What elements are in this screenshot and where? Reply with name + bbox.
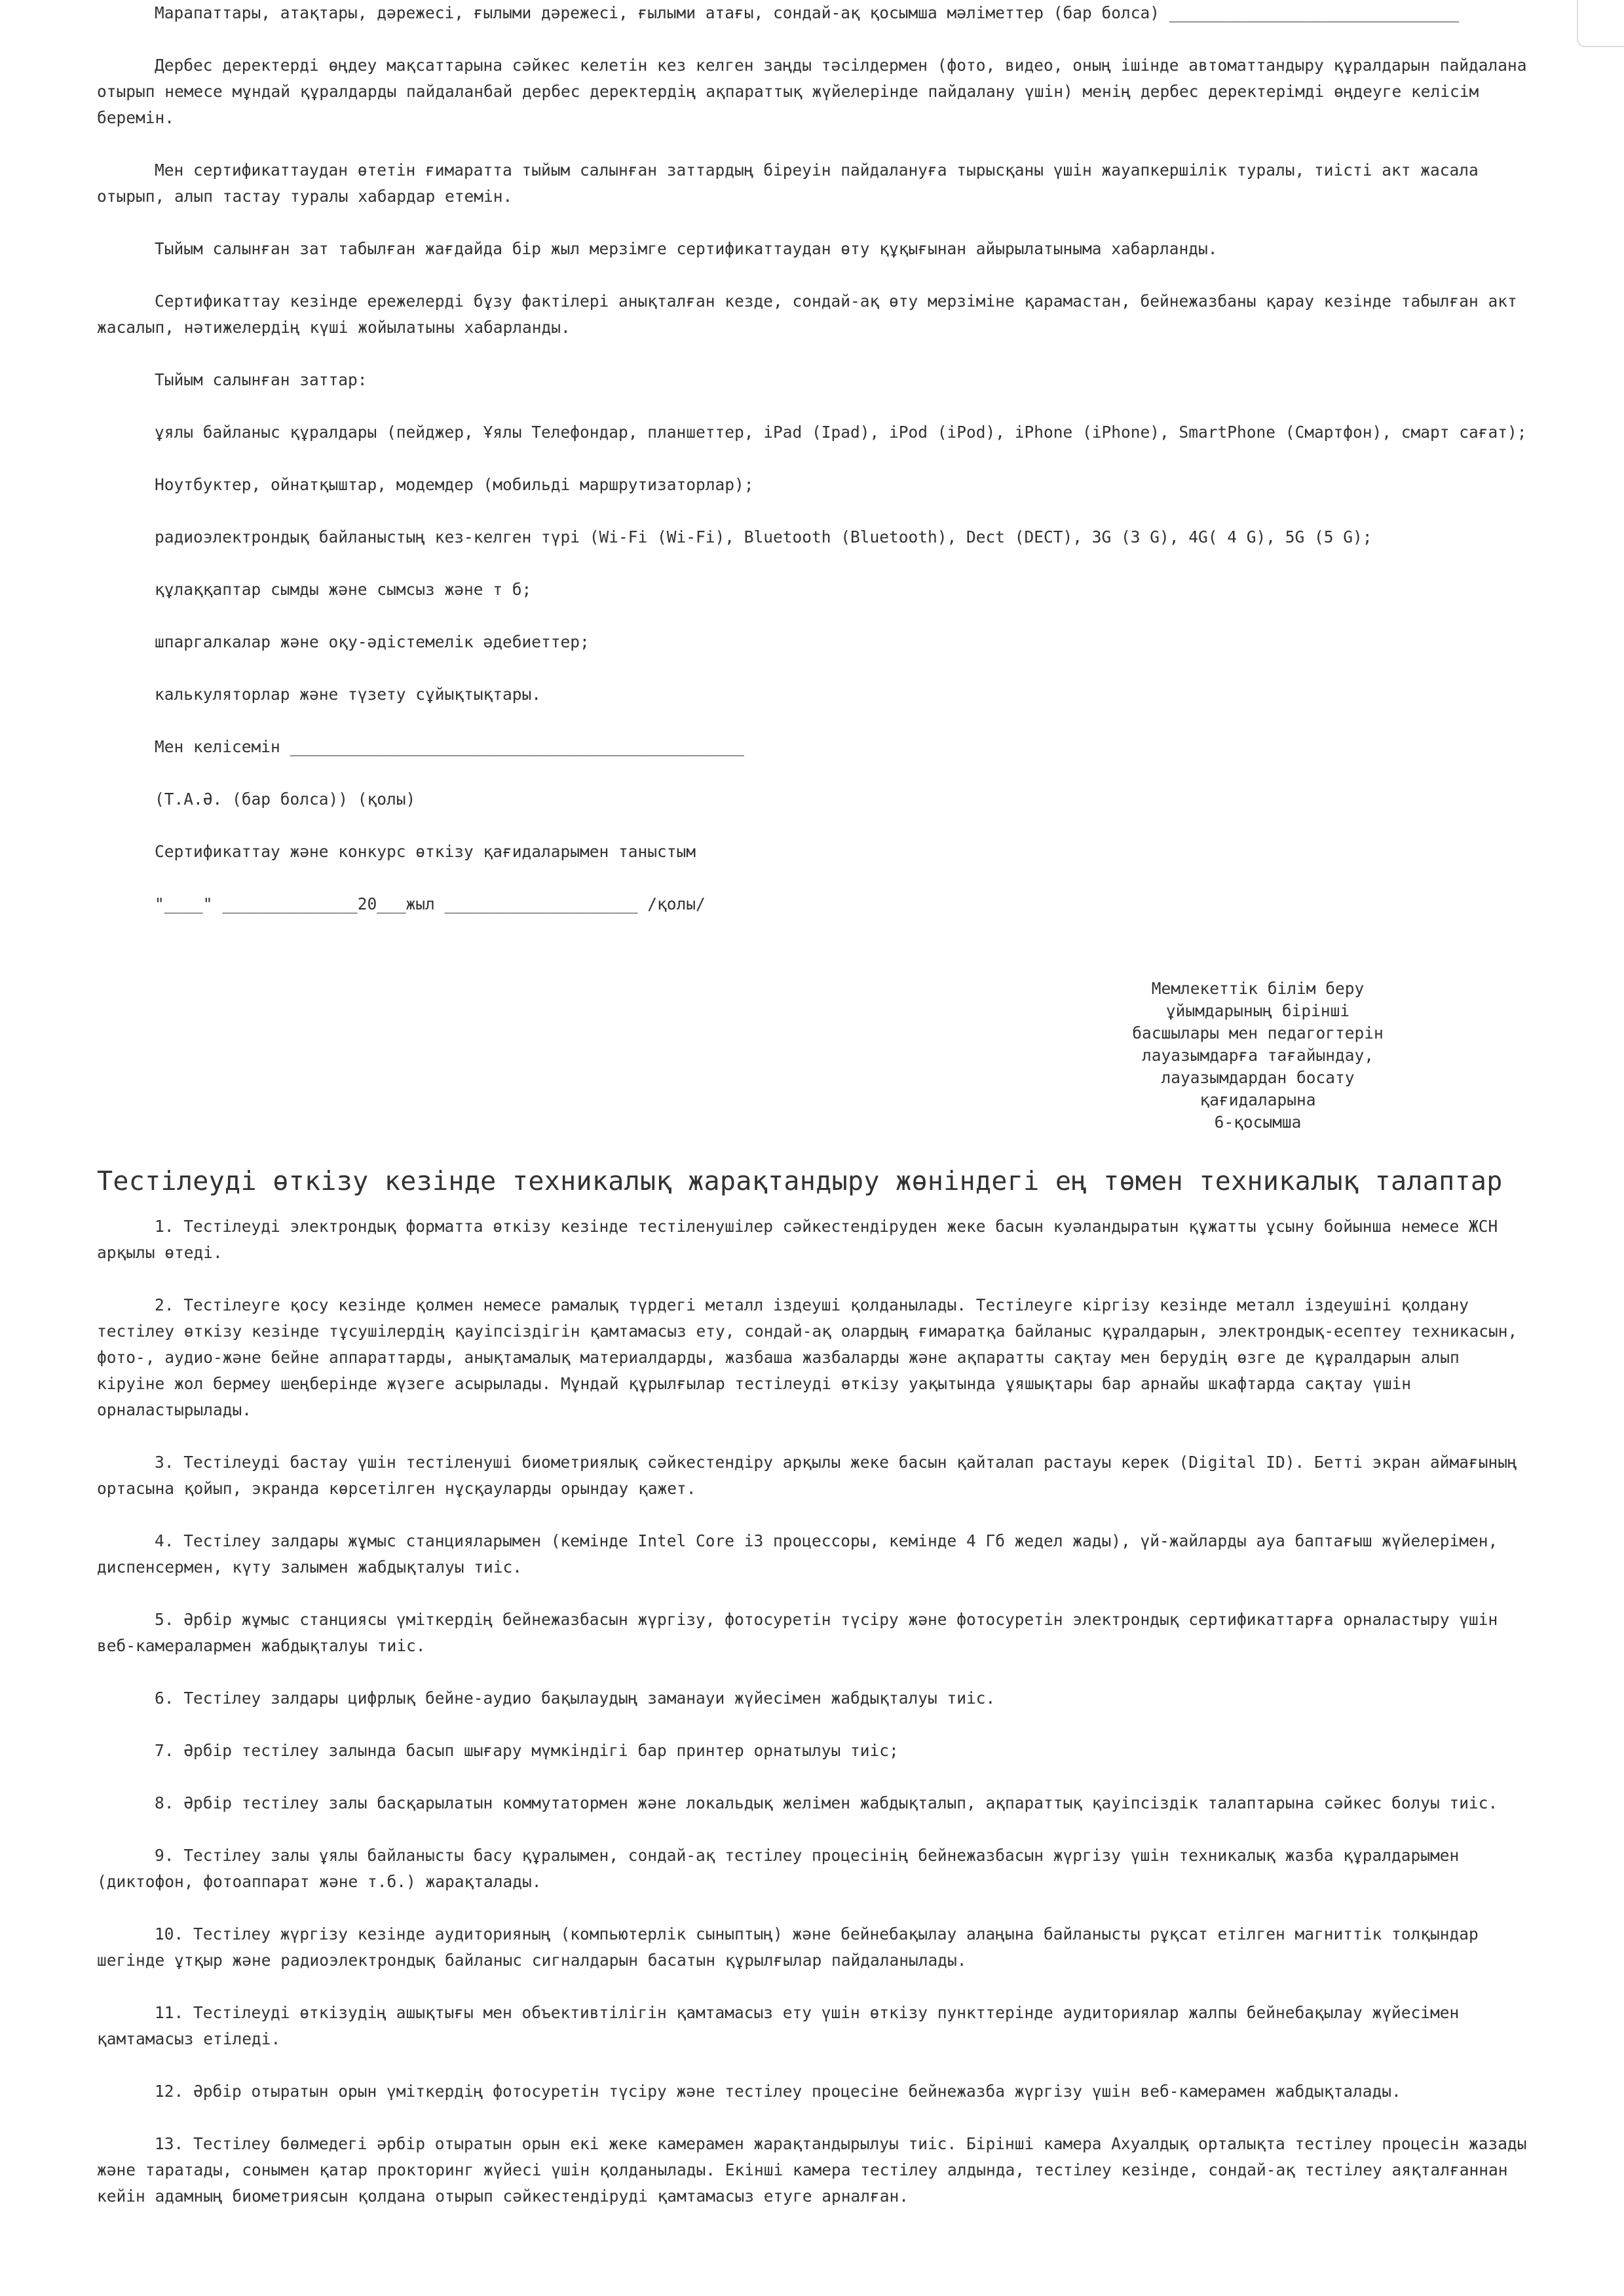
requirement-item-11: 11. Тестілеудi өткiзудiң ашықтығы мен объективтiлiгiн қамтамасыз ету үшiн өткiзу пункттерiнде аудиториялар жалпы бейнебақылау жүйесiмен қамтамасыз етiледi.	[97, 2003, 1469, 2048]
prohibited-item-headphones: құлаққаптар сымды және сымсыз және т б;	[155, 580, 532, 599]
requirement-item-1: 1. Тестілеуді электрондық форматта өткізу кезінде тестіленушілер сәйкестендіруден жеке басын куәландыратын құжатты ұсыну бойынша немесе ЖСН арқылы өтеді.	[97, 1217, 1508, 1262]
prohibited-items-heading: Тыйым салынған заттар:	[155, 370, 368, 389]
violation-notice: Сертификаттау кезінде ережелерді бұзу фактілері анықталған кезде, сондай-ақ өту мерзіміне қарамастан, бейнежазбаны қарау кезінде табылған акт жасалып, нәтижелердің күші жойылатыны хабарланды.	[97, 292, 1527, 337]
one-year-ban-notice: Тыйым салынған зат табылған жағдайда бір жыл мерзімге сертификаттаудан өту құқығынан айырылатыныма хабарланды.	[155, 239, 1218, 258]
attachment-note	[1114, 978, 1402, 1134]
requirement-item-10: 10. Тестілеу жүргізу кезінде аудиторияның (компьютерлік сыныптың) және бейнебақылау алаңына байланысты рұқсат етілген магниттік толқындар шегінде ұтқыр және радиоэлектрондық байланыс сигналдарын басатын құрылғылар пайдаланылады.	[97, 1924, 1488, 1970]
section-title: Тестілеуді өткізу кезінде техникалық жарақтандыру жөніндегі ең төмен техникалық талаптар	[97, 1166, 1503, 1196]
date-signature-line: "____" ______________20___жыл ____________________ /қолы/	[155, 894, 706, 913]
prohibited-item-radio: радиоэлектрондық байланыстың кез-келген түрі (Wi-Fi (Wi-Fi), Bluetooth (Bluetooth), Dect (DECT), 3G (3 G), 4G( 4 G), 5G (5 G);	[155, 527, 1372, 546]
prohibited-item-mobile: ұялы байланыс құралдары (пейджер, Ұялы Телефондар, планшеттер, iPad (Ipad), iPod (iPod), iPhone (iPhone), SmartPhone (Смартфон), смарт сағат);	[155, 423, 1527, 442]
requirement-item-7: 7. Әрбір тестілеу залында басып шығару мүмкіндігі бар принтер орнатылуы тиіс;	[155, 1741, 899, 1760]
attachment-note-line: басшылары мен педагогтерін	[1132, 1024, 1384, 1043]
prohibited-item-cheatsheets: шпаргалкалар және оқу-әдістемелік әдебиеттер;	[155, 632, 590, 651]
requirement-item-3: 3. Тестілеуді бастау үшін тестіленуші биометриялық сәйкестендіру арқылы жеке басын қайталап растауы керек (Digital ID). Бетті экран аймағының ортасына қойып, экранда көрсетілген нұсқауларды орындау қажет.	[97, 1453, 1527, 1498]
page-corner-tab[interactable]	[1577, 0, 1624, 47]
attachment-note-line: лауазымдарға тағайындау,	[1141, 1046, 1374, 1065]
requirement-item-8: 8. Әрбір тестілеу залы басқарылатын коммутатормен және локальдық желімен жабдықталып, ақпараттық қауіпсіздік талаптарына сәйкес болуы тиіс.	[155, 1793, 1498, 1812]
liability-notice: Мен сертификаттаудан өтетін ғимаратта тыйым салынған заттардың біреуін пайдалануға тырысқаны үшін жауапкершілік туралы, тиісті акт жасала отырып, алып тастау туралы хабардар етемін.	[97, 161, 1488, 206]
requirement-item-4: 4. Тестілеу залдары жұмыс станцияларымен (кемінде Intel Core i3 процессоры, кемінде 4 Гб жедел жады), үй-жайларды ауа баптағыш жүйелерімен, диспенсермен, күту залымен жабдықталуы тиіс.	[97, 1531, 1508, 1577]
agreement-signature-line: Мен келісемін _______________________________________________	[155, 737, 744, 756]
attachment-note-line: ұйымдарының бірінші	[1165, 1001, 1350, 1020]
technical-requirements-list	[97, 1214, 1537, 2236]
signature-caption: (Т.А.Ә. (бар болса)) (қолы)	[155, 790, 416, 809]
requirement-item-12: 12. Әрбір отыратын орын үміткердің фотосуретін түсіру және тестілеу процесіне бейнежазба жүргізу үшін веб-камерамен жабдықталады.	[155, 2082, 1401, 2101]
awards-line: Марапаттары, атақтары, дәрежесі, ғылыми дәрежесі, ғылыми атағы, сондай-ақ қосымша мәліметтер (бар болса) ______________________________	[155, 3, 1460, 22]
requirement-item-13: 13. Тестілеу бөлмедегі әрбір отыратын орын екі жеке камерамен жарақтандырылуы тиіс. Бірінші камера Ахуалдық орталықта тестілеу процесін жазады және таратады, сонымен қатар прокторинг жүйесі үшін қолданылады. Екінші камера тестілеу алдында, тестілеу кезінде, сондай-ақ тестілеу аяқталғаннан кейін адамның биометриясын қолдана отырып сәйкестендіруді қамтамасыз етуге арналған.	[97, 2134, 1537, 2206]
document-part1	[97, 0, 1537, 944]
attachment-note-line: қағидаларына	[1199, 1090, 1316, 1109]
requirement-item-5: 5. Әрбір жұмыс станциясы үміткердің бейнежазбасын жүргізу, фотосуретін түсіру және фотосуретін электрондық сертификаттарға орналастыру үшін веб-камералармен жабдықталуы тиіс.	[97, 1610, 1508, 1655]
prohibited-item-calculators: калькуляторлар және түзету сұйықтықтары.	[155, 685, 542, 704]
requirement-item-9: 9. Тестілеу залы ұялы байланысты басу құралымен, сондай-ақ тестілеу процесінің бейнежазбасын жүргізу үшін техникалық жазба құралдарымен (диктофон, фотоаппарат және т.б.) жарақталады.	[97, 1846, 1469, 1891]
attachment-note-line: Мемлекеттік білім беру	[1151, 979, 1365, 998]
requirement-item-2: 2. Тестілеуге қосу кезінде қолмен немесе рамалық түрдегі металл іздеуші қолданылады. Тестілеуге кіргізу кезінде металл іздеушіні қолдану тестілеу өткізу кезінде тұсушілердің қауіпсіздігін қамтамасыз ету, сондай-ақ олардың ғимаратқа байланыс құралдарын, электрондық-есептеу техникасын, фото-, аудио-және бейне аппараттарды, анықтамалық материалдарды, жазбаша жазбаларды және ақпаратты сақтау мен берудің өзге де құралдарын алып кіруіне жол бермеу шеңберінде жүзеге асырылады. Мұндай құрылғылар тестілеуді өткізу уақытында ұяшықтары бар арнайы шкафтарда сақтау үшін орналастырылады.	[97, 1295, 1528, 1419]
consent-personal-data: Дербес деректерді өңдеу мақсаттарына сәйкес келетін кез келген заңды тәсілдермен (фото, видео, оның ішінде автоматтандыру құралдарын пайдалана отырып немесе мұндай құралдарды пайдаланбай дербес деректердің ақпараттық жүйелерінде пайдалану үшін) менің дербес деректерімді өңдеуге келісім беремін.	[97, 56, 1537, 127]
rules-acknowledgement: Сертификаттау және конкурс өткізу қағидаларымен таныстым	[155, 842, 696, 861]
prohibited-item-laptops: Ноутбуктер, ойнатқыштар, модемдер (мобильді маршрутизаторлар);	[155, 475, 754, 494]
requirement-item-6: 6. Тестілеу залдары цифрлық бейне-аудио бақылаудың заманауи жүйесімен жабдықталуы тиіс.	[155, 1689, 996, 1708]
attachment-note-line: лауазымдардан босату	[1161, 1068, 1355, 1087]
attachment-number: 6-қосымша	[1214, 1113, 1302, 1132]
